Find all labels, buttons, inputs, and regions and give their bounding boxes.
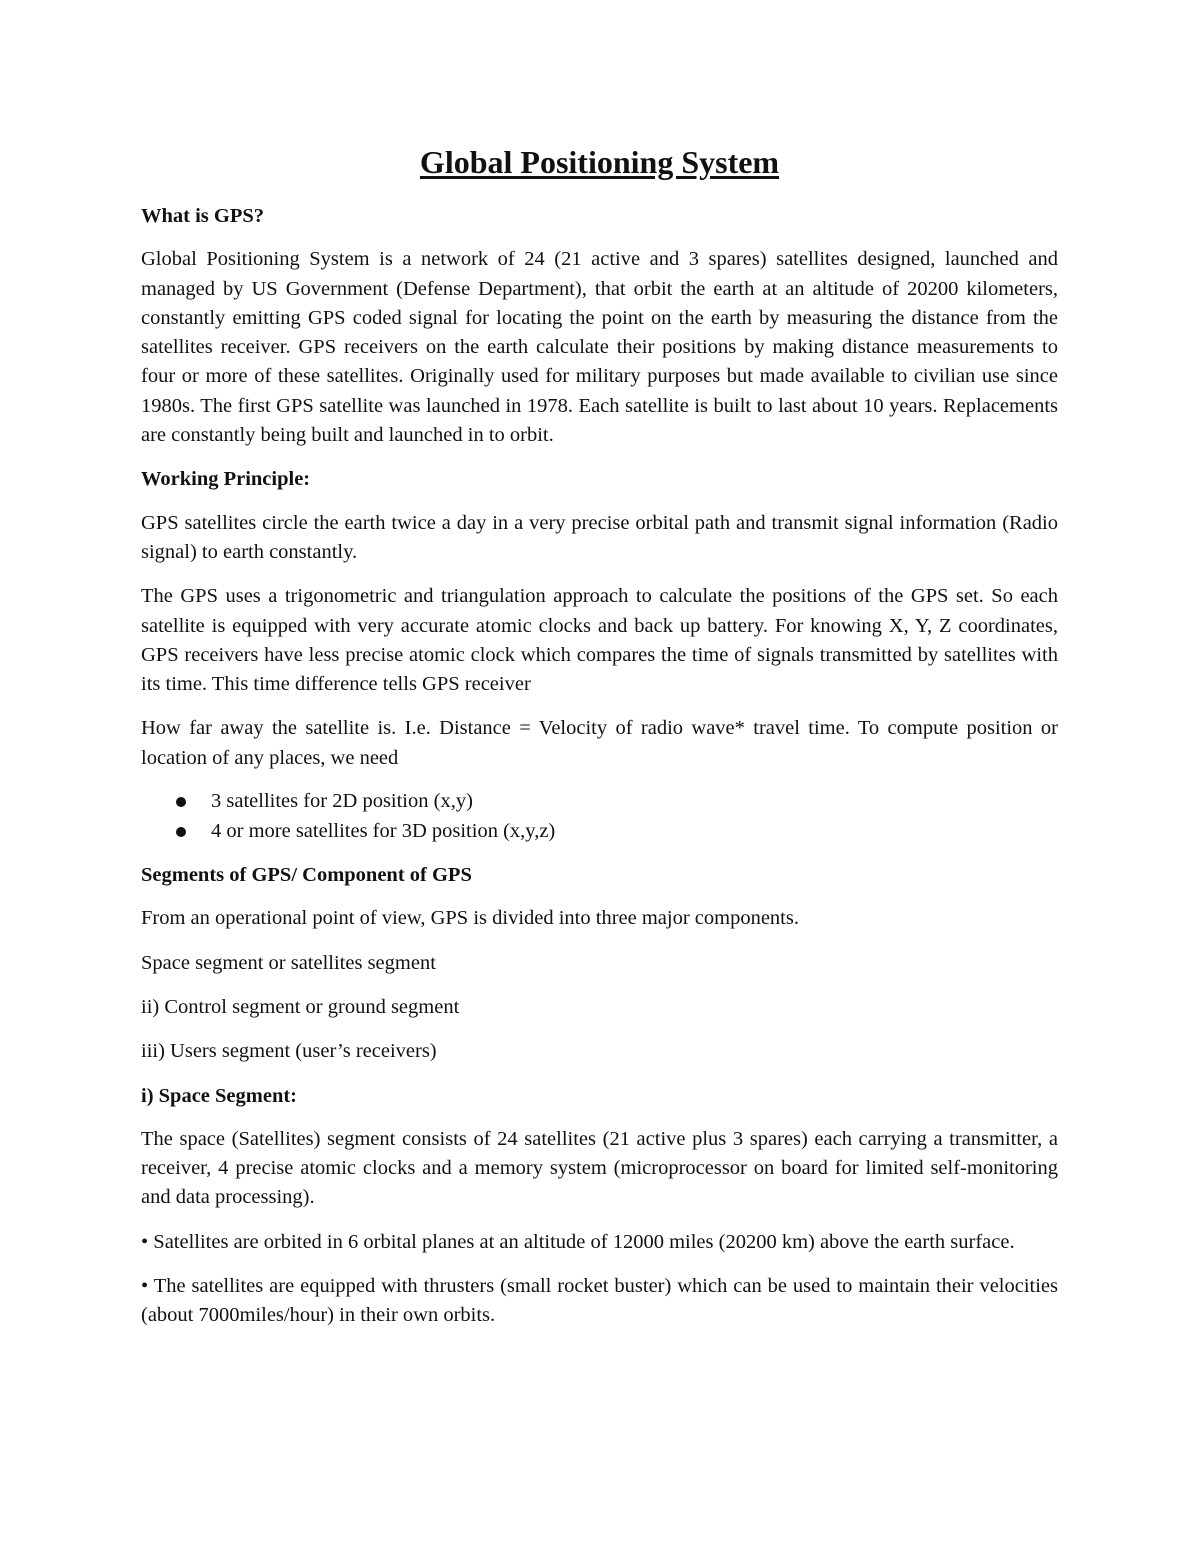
paragraph-what-is-gps: Global Positioning System is a network of 24 (21 active and 3 spares) satellites designed, launched and managed by US Government (Defense Department), that orbit the earth at an altitude of 20200 kilometers, constantly emitting GPS coded signal for locating the point on the earth by measuring the distance from the satellites receiver. GPS receivers on the earth calculate their positions by making distance measurements to four or more of these satellites. Originally used for military purposes but made available to civilian use since 1980s. The first GPS satellite was launched in 1978. Each satellite is built to last about 10 years. Replacements are constantly being built and launched in to orbit. [141, 248, 1058, 447]
paragraph-working-3: How far away the satellite is. I.e. Distance = Velocity of radio wave* travel time. To compute position or location of any places, we need [141, 717, 1058, 769]
list-item-text: 4 or more satellites for 3D position (x,y,z) [211, 819, 556, 842]
heading-space-segment: i) Space Segment: [141, 1084, 298, 1107]
bullet-icon [176, 797, 186, 807]
paragraph-space-segment: The space (Satellites) segment consists of 24 satellites (21 active plus 3 spares) each carrying a transmitter, a receiver, 4 precise atomic clocks and a memory system (microprocessor on board for limited self-monitoring and data processing). [141, 1127, 1058, 1209]
paragraph-working-1: GPS satellites circle the earth twice a day in a very precise orbital path and transmit signal information (Radio signal) to earth constantly. [141, 511, 1058, 563]
document-title: Global Positioning System [419, 144, 780, 180]
paragraph-working-2: The GPS uses a trigonometric and triangulation approach to calculate the positions of the GPS set. So each satellite is equipped with very accurate atomic clocks and back up battery. For knowing X, Y, Z coordinates, GPS receivers have less precise atomic clock which compares the time of signals transmitted by satellites with its time. This time difference tells GPS receiver [141, 585, 1058, 696]
heading-working-principle: Working Principle: [141, 468, 311, 491]
list-item [141, 817, 1058, 847]
segment-item-space: Space segment or satellites segment [141, 951, 436, 974]
segment-item-control: ii) Control segment or ground segment [141, 995, 460, 1018]
segment-item-users: iii) Users segment (user’s receivers) [141, 1040, 437, 1063]
satellite-requirements-list [141, 787, 1058, 846]
paragraph-space-point-1: • Satellites are orbited in 6 orbital planes at an altitude of 12000 miles (20200 km) above the earth surface. [141, 1230, 1015, 1253]
heading-what-is-gps: What is GPS? [141, 205, 265, 227]
list-item-text: 3 satellites for 2D position (x,y) [211, 790, 473, 813]
paragraph-segments-intro: From an operational point of view, GPS is divided into three major components. [141, 907, 799, 930]
document-page [141, 138, 1058, 1346]
bullet-icon [176, 827, 186, 837]
heading-segments: Segments of GPS/ Component of GPS [141, 864, 472, 887]
list-item [141, 787, 1058, 817]
paragraph-space-point-2: • The satellites are equipped with thrusters (small rocket buster) which can be used to maintain their velocities (about 7000miles/hour) in their own orbits. [141, 1275, 1058, 1327]
